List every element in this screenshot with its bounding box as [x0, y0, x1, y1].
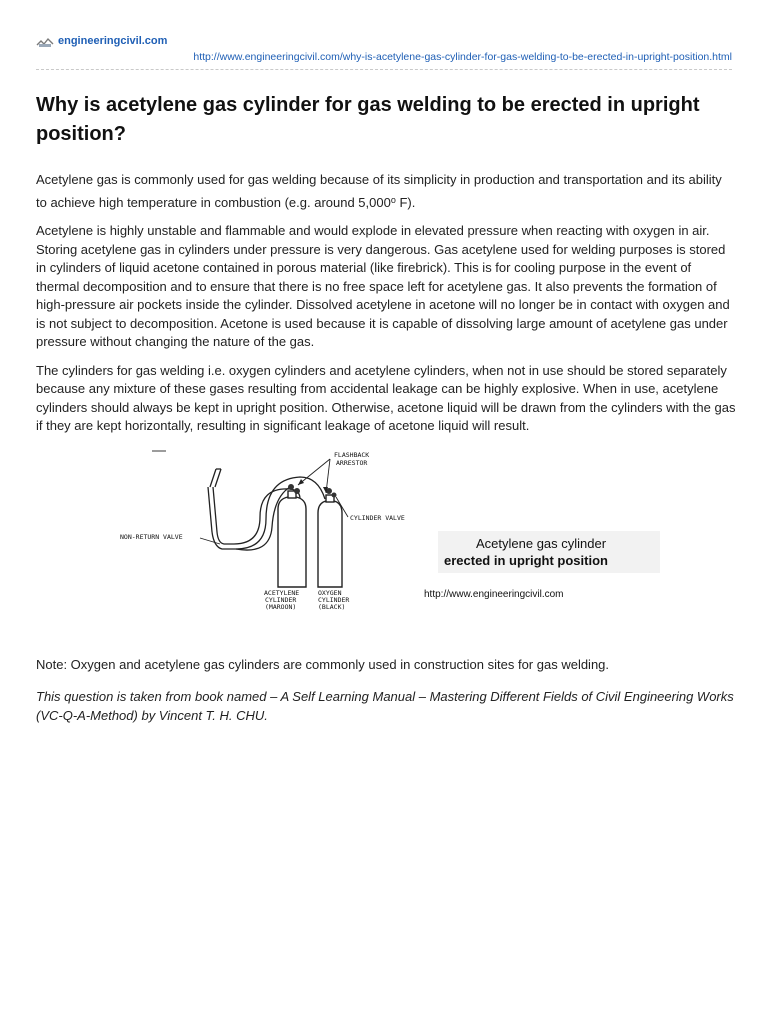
article-title: Why is acetylene gas cylinder for gas welding to be erected in upright position?: [36, 94, 700, 145]
label-arrestor: ARRESTOR: [336, 459, 368, 467]
article-body: [36, 170, 736, 446]
paragraph-1-tail: F).: [395, 195, 416, 210]
source-citation: This question is taken from book named – A Self Learning Manual – Mastering Different Fields of Civil Engineering Works (VC-Q-A-Method) by Vincent T. H. CHU.: [36, 689, 734, 723]
paragraph-3: The cylinders for gas welding i.e. oxygen cylinders and acetylene cylinders, when not in use should be stored separately because any mixture of these gases resulting from accidental leakage can be highly explosive. When in use, acetylene cylinders should always be kept in upright position. Otherwise, acetone liquid will be drawn from the cylinders with the gas if they are kept horizontally, resulting in significant leakage of acetone liquid will result.: [36, 362, 736, 433]
degree-superscript: o: [390, 195, 396, 205]
label-acetylene: ACETYLENE: [264, 589, 300, 597]
site-name-link[interactable]: engineeringcivil.com: [58, 35, 168, 47]
label-oxygen: OXYGEN: [318, 589, 342, 597]
label-maroon: (MAROON): [265, 603, 297, 611]
paragraph-2: Acetylene is highly unstable and flammable and would explode in elevated pressure when reacting with oxygen in air. Storing acetylene gas in cylinders under pressure is very dangerous. Gas acetylene used for welding purposes is stored in cylinders of liquid acetone contained in porous material (like firebrick). This is for cooling purpose in the event of thermal decomposition and to ensure that there is no free space left for acetylene gas. It also prevents the formation of high-pressure air pockets inside the cylinder. Dissolved acetylene in acetone will no longer be in contact with oxygen and is not subject to decomposition. Acetone is used because it is capable of dissolving large amount of acetylene gas under pressure without changing the nature of the gas.: [36, 223, 730, 349]
header-divider: [36, 69, 732, 70]
figure-watermark-url: http://www.engineeringcivil.com: [424, 589, 564, 600]
label-cylinder-valve: CYLINDER VALVE: [350, 514, 405, 522]
page-url-link[interactable]: http://www.engineeringcivil.com/why-is-acetylene-gas-cylinder-for-gas-welding-to-be-erected-in-upright-position.html: [193, 51, 732, 63]
label-acetylene-cylinder: CYLINDER: [265, 596, 297, 604]
welding-diagram: [110, 447, 670, 617]
welding-torch: [208, 469, 236, 549]
paragraph-1: [36, 170, 736, 213]
label-non-return-valve: NON-RETURN VALVE: [120, 533, 183, 541]
welding-diagram-figure: [110, 447, 670, 617]
label-flashback: FLASHBACK: [334, 451, 370, 459]
caption-line-1: Acetylene gas cylinder: [476, 536, 607, 551]
acetylene-cylinder: [278, 491, 306, 587]
site-logo-icon: [36, 35, 54, 47]
label-oxygen-cylinder: CYLINDER: [318, 596, 350, 604]
note-paragraph: Note: Oxygen and acetylene gas cylinders are commonly used in construction sites for gas welding.: [36, 657, 610, 672]
page-header: [36, 32, 732, 70]
site-row: [36, 32, 732, 50]
label-black: (BLACK): [318, 603, 346, 611]
caption-line-2: erected in upright position: [444, 553, 608, 568]
paragraph-1-text: Acetylene gas is commonly used for gas welding because of its simplicity in production and transportation and its ability to achieve high temperature in combustion (e.g. around 5,000: [36, 172, 722, 210]
oxygen-cylinder: [318, 495, 342, 587]
arrowhead: [298, 479, 304, 485]
